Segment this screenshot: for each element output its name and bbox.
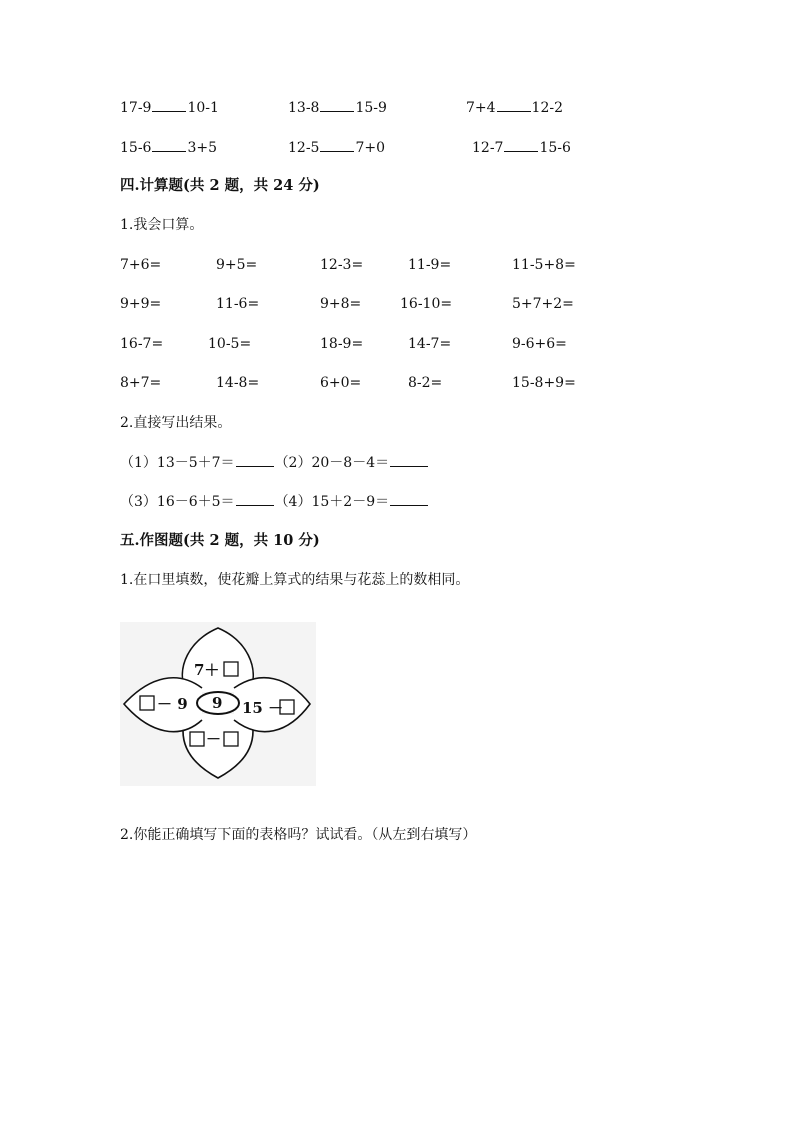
section-heading: 五.作图题(共 2 题，共 10 分) — [120, 532, 320, 549]
answer-blank[interactable] — [390, 453, 428, 467]
question-title: 2.直接写出结果。 — [120, 415, 232, 431]
arith-item: 6+0= — [320, 375, 362, 391]
answer-blank[interactable] — [504, 138, 538, 152]
question-title: 1.在口里填数，使花瓣上算式的结果与花蕊上的数相同。 — [120, 572, 470, 588]
arith-item: 9+9= — [120, 296, 162, 312]
left-petal-expression: － 9 — [157, 695, 188, 713]
answer-box — [140, 696, 154, 710]
compare-item: 7+4 12-2 — [466, 100, 563, 116]
answer-blank[interactable] — [236, 453, 274, 467]
arith-item: 16-10= — [400, 296, 453, 312]
question-title: 1.我会口算。 — [120, 217, 204, 233]
top-petal-expression: 7＋ — [194, 661, 220, 679]
result-item: （1）13－5＋7＝ （2）20－8－4＝ — [120, 453, 429, 472]
answer-blank[interactable] — [320, 138, 354, 152]
result-item: （3）16－6＋5＝ （4）15＋2－9＝ — [120, 492, 429, 511]
answer-box — [190, 732, 204, 746]
answer-blank[interactable] — [320, 98, 354, 112]
arith-item: 14-7= — [408, 336, 452, 352]
center-number: 9 — [212, 694, 223, 712]
answer-box — [224, 662, 238, 676]
compare-item: 15-6 3+5 — [120, 140, 217, 156]
answer-blank[interactable] — [390, 492, 428, 506]
arith-item: 12-3= — [320, 257, 364, 273]
arith-item: 9-6+6= — [512, 336, 567, 352]
answer-blank[interactable] — [152, 138, 186, 152]
section-heading: 四.计算题(共 2 题，共 24 分) — [120, 177, 320, 194]
arith-item: 9+5= — [216, 257, 258, 273]
arith-item: 9+8= — [320, 296, 362, 312]
arith-item: 5+7+2= — [512, 296, 574, 312]
arith-item: 11-5+8= — [512, 257, 576, 273]
arith-item: 18-9= — [320, 336, 364, 352]
arith-item: 16-7= — [120, 336, 164, 352]
answer-blank[interactable] — [236, 492, 274, 506]
arith-item: 14-8= — [216, 375, 260, 391]
compare-item: 17-9 10-1 — [120, 100, 219, 116]
arith-item: 15-8+9= — [512, 375, 576, 391]
bottom-petal-operator: － — [206, 730, 222, 748]
compare-item: 12-7 15-6 — [472, 140, 571, 156]
arith-item: 10-5= — [208, 336, 252, 352]
arith-item: 7+6= — [120, 257, 162, 273]
arith-item: 11-6= — [216, 296, 260, 312]
compare-item: 13-8 15-9 — [288, 100, 387, 116]
answer-blank[interactable] — [152, 98, 186, 112]
right-petal-expression: 15 － — [242, 699, 284, 717]
compare-item: 12-5 7+0 — [288, 140, 385, 156]
arith-item: 8-2= — [408, 375, 443, 391]
question-title: 2.你能正确填写下面的表格吗？试试看。（从左到右填写） — [120, 827, 477, 843]
answer-box — [224, 732, 238, 746]
arith-item: 8+7= — [120, 375, 162, 391]
arith-item: 11-9= — [408, 257, 452, 273]
flower-diagram — [120, 622, 316, 786]
answer-blank[interactable] — [497, 98, 531, 112]
